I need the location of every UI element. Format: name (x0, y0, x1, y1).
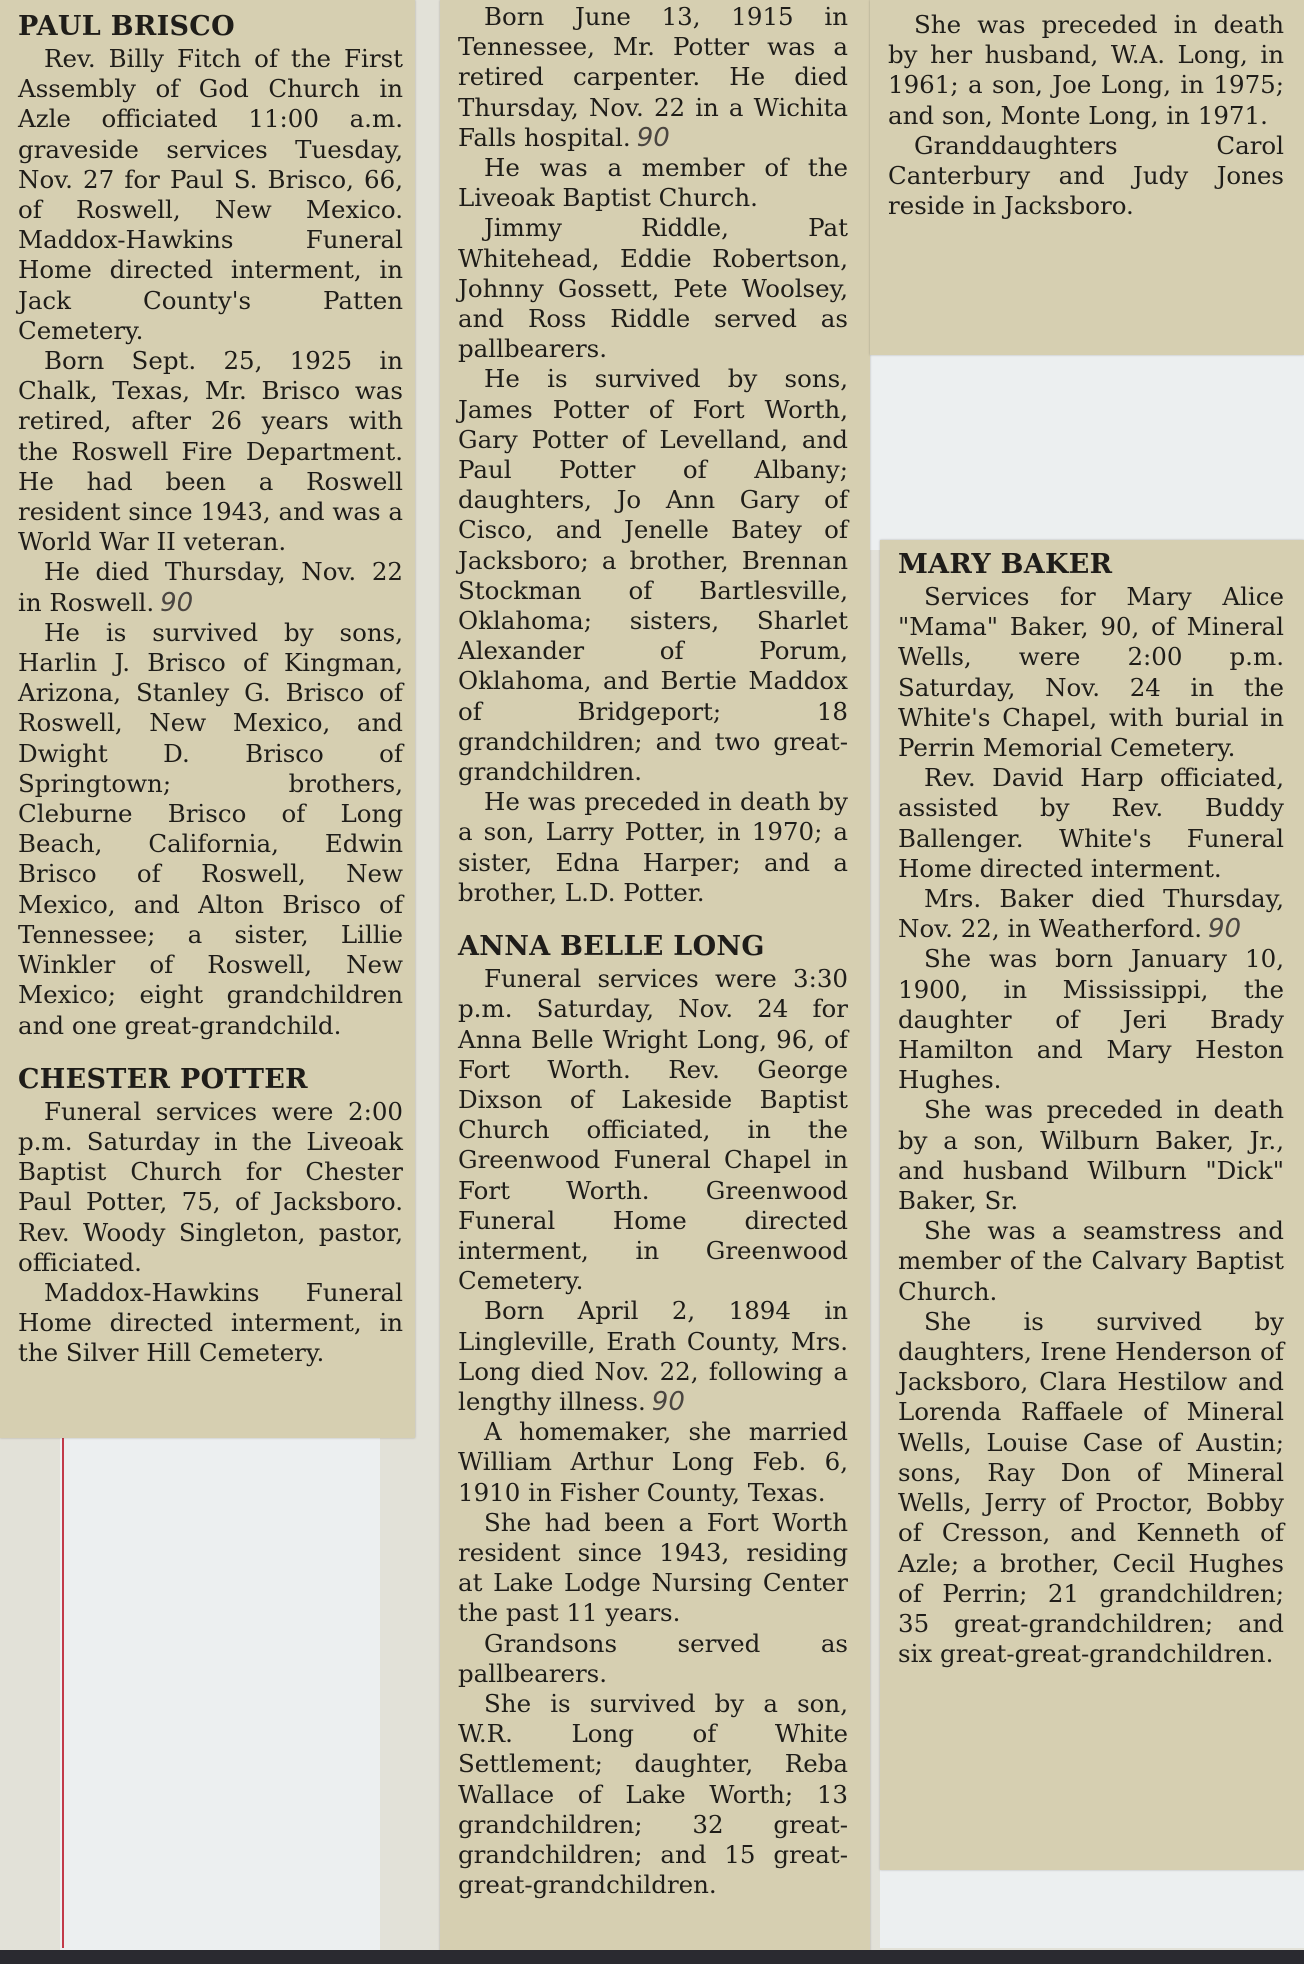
mary-baker-paragraph-6: She was a seamstress and member of the Calvary Baptist Church. (898, 1216, 1284, 1306)
background-card-bottom-right (880, 1868, 1304, 1948)
chester-potter-paragraph-5: Jimmy Riddle, Pat Whitehead, Eddie Robertson, Johnny Gossett, Pete Woolsey, and Ross Riddle served as pallbearers. (458, 213, 848, 364)
chester-potter-paragraph-7: He was preceded in death by a son, Larry Potter, in 1970; a sister, Edna Harper; and a brother, L.D. Potter. (458, 787, 848, 907)
card-edge-line (62, 1438, 64, 1948)
handwritten-mark: 90 (160, 587, 194, 618)
anna-belle-long-paragraph-7: She was preceded in death by her husband, W.A. Long, in 1961; a son, Joe Long, in 1975; and son, Monte Long, in 1971. (888, 10, 1284, 130)
background-card-right (860, 355, 1304, 550)
heading-paul-brisco: PAUL BRISCO (18, 11, 235, 42)
paul-brisco-paragraph-3 (18, 557, 403, 617)
background-card-left (60, 1430, 380, 1950)
paul-brisco-paragraph-1: Rev. Billy Fitch of the First Assembly of God Church in Azle officiated 11:00 a.m. graveside services Tuesday, Nov. 27 for Paul S. Brisco, 66, of Roswell, New Mexico. Maddox-Hawkins Funeral Home directed interment, in Jack County's Patten Cemetery. (18, 44, 403, 345)
bottom-edge (0, 1950, 1304, 1964)
chester-potter-paragraph-3 (458, 2, 848, 153)
anna-belle-long-paragraph-5: Grandsons served as pallbearers. (458, 1628, 848, 1688)
mary-baker-paragraph-5: She was preceded in death by a son, Wilburn Baker, Jr., and husband Wilburn "Dick" Baker, Sr. (898, 1095, 1284, 1216)
mary-baker-paragraph-4: She was born January 10, 1900, in Mississippi, the daughter of Jeri Brady Hamilton and Mary Heston Hughes. (898, 944, 1284, 1095)
clipping-column-2 (440, 0, 870, 1964)
anna-belle-long-paragraph-8: Granddaughters Carol Canterbury and Judy Jones reside in Jacksboro. (888, 130, 1284, 221)
mary-baker-paragraph-1: Services for Mary Alice "Mama" Baker, 90, of Mineral Wells, were 2:00 p.m. Saturday, Nov. 24 in the White's Chapel, with burial in Perrin Memorial Cemetery. (898, 582, 1284, 763)
chester-potter-paragraph-2: Maddox-Hawkins Funeral Home directed interment, in the Silver Hill Cemetery. (18, 1277, 403, 1368)
handwritten-mark: 90 (651, 1386, 685, 1417)
mary-baker-paragraph-3 (898, 884, 1284, 944)
chester-potter-paragraph-4: He was a member of the Liveoak Baptist Church. (458, 153, 848, 213)
anna-belle-long-paragraph-1: Funeral services were 3:30 p.m. Saturday, Nov. 24 for Anna Belle Wright Long, 96, of Fort Worth. Rev. George Dixson of Lakeside Baptist Church officiated, in the Greenwood Funeral Chapel in Fort Worth. Greenwood Funeral Home directed interment, in Greenwood Cemetery. (458, 964, 848, 1296)
chester-potter-paragraph-6: He is survived by sons, James Potter of Fort Worth, Gary Potter of Levelland, and Paul Potter of Albany; daughters, Jo Ann Gary of Cisco, and Jenelle Batey of Jacksboro; a brother, Brennan Stockman of Bartlesville, Oklahoma; sisters, Sharlet Alexander of Porum, Oklahoma, and Bertie Maddox of Bridgeport; 18 grandchildren; and two great-grandchildren. (458, 364, 848, 787)
heading-anna-belle-long: ANNA BELLE LONG (458, 931, 765, 963)
mary-baker-paragraph-2: Rev. David Harp officiated, assisted by Rev. Buddy Ballenger. White's Funeral Home directed interment. (898, 763, 1284, 883)
clipping-column-3-bottom (880, 540, 1304, 1870)
chester-potter-paragraph-3-text: Born June 13, 1915 in Tennessee, Mr. Potter was a retired carpenter. He died Thursday, Nov. 22 in a Wichita Falls hospital. (458, 2, 848, 152)
heading-chester-potter: CHESTER POTTER (18, 1063, 308, 1095)
heading-mary-baker: MARY BAKER (898, 549, 1113, 580)
handwritten-mark: 90 (636, 122, 670, 153)
paul-brisco-paragraph-2: Born Sept. 25, 1925 in Chalk, Texas, Mr. Brisco was retired, after 26 years with the Roswell Fire Department. He had been a Roswell resident since 1943, and was a World War II veteran. (18, 346, 403, 557)
mary-baker-paragraph-7: She is survived by daughters, Irene Henderson of Jacksboro, Clara Hestilow and Lorenda Raffaele of Mineral Wells, Louise Case of Austin; sons, Ray Don of Mineral Wells, Jerry of Proctor, Bobby of Cresson, and Kenneth of Azle; a brother, Cecil Hughes of Perrin; 21 grandchildren; 35 great-grandchildren; and six great-great-grandchildren. (898, 1306, 1284, 1669)
anna-belle-long-paragraph-2-text: Born April 2, 1894 in Lingleville, Erath County, Mrs. Long died Nov. 22, following a lengthy illness. (458, 1296, 848, 1416)
chester-potter-paragraph-1: Funeral services were 2:00 p.m. Saturday in the Liveoak Baptist Church for Chester Paul Potter, 75, of Jacksboro. Rev. Woody Singleton, pastor, officiated. (18, 1096, 403, 1277)
mary-baker-paragraph-3-text: Mrs. Baker died Thursday, Nov. 22, in Weatherford. (898, 884, 1284, 944)
handwritten-mark: 90 (1207, 914, 1242, 945)
paul-brisco-paragraph-3-text: He died Thursday, Nov. 22 in Roswell. (18, 557, 403, 617)
clipping-column-1 (0, 0, 415, 1438)
anna-belle-long-paragraph-6: She is survived by a son, W.R. Long of White Settlement; daughter, Reba Wallace of Lake Worth; 13 grandchildren; 32 great-grandchildren; and 15 great-great-grandchildren. (458, 1688, 848, 1900)
clipping-column-3-top (870, 0, 1304, 355)
anna-belle-long-paragraph-2 (458, 1296, 848, 1417)
anna-belle-long-paragraph-4: She had been a Fort Worth resident since 1943, residing at Lake Lodge Nursing Center the past 11 years. (458, 1507, 848, 1628)
anna-belle-long-paragraph-3: A homemaker, she married William Arthur Long Feb. 6, 1910 in Fisher County, Texas. (458, 1417, 848, 1507)
paul-brisco-paragraph-4: He is survived by sons, Harlin J. Brisco of Kingman, Arizona, Stanley G. Brisco of Roswell, New Mexico, and Dwight D. Brisco of Springtown; brothers, Cleburne Brisco of Long Beach, California, Edwin Brisco of Roswell, New Mexico, and Alton Brisco of Tennessee; a sister, Lillie Winkler of Roswell, New Mexico; eight grandchildren and one great-grandchild. (18, 617, 403, 1040)
